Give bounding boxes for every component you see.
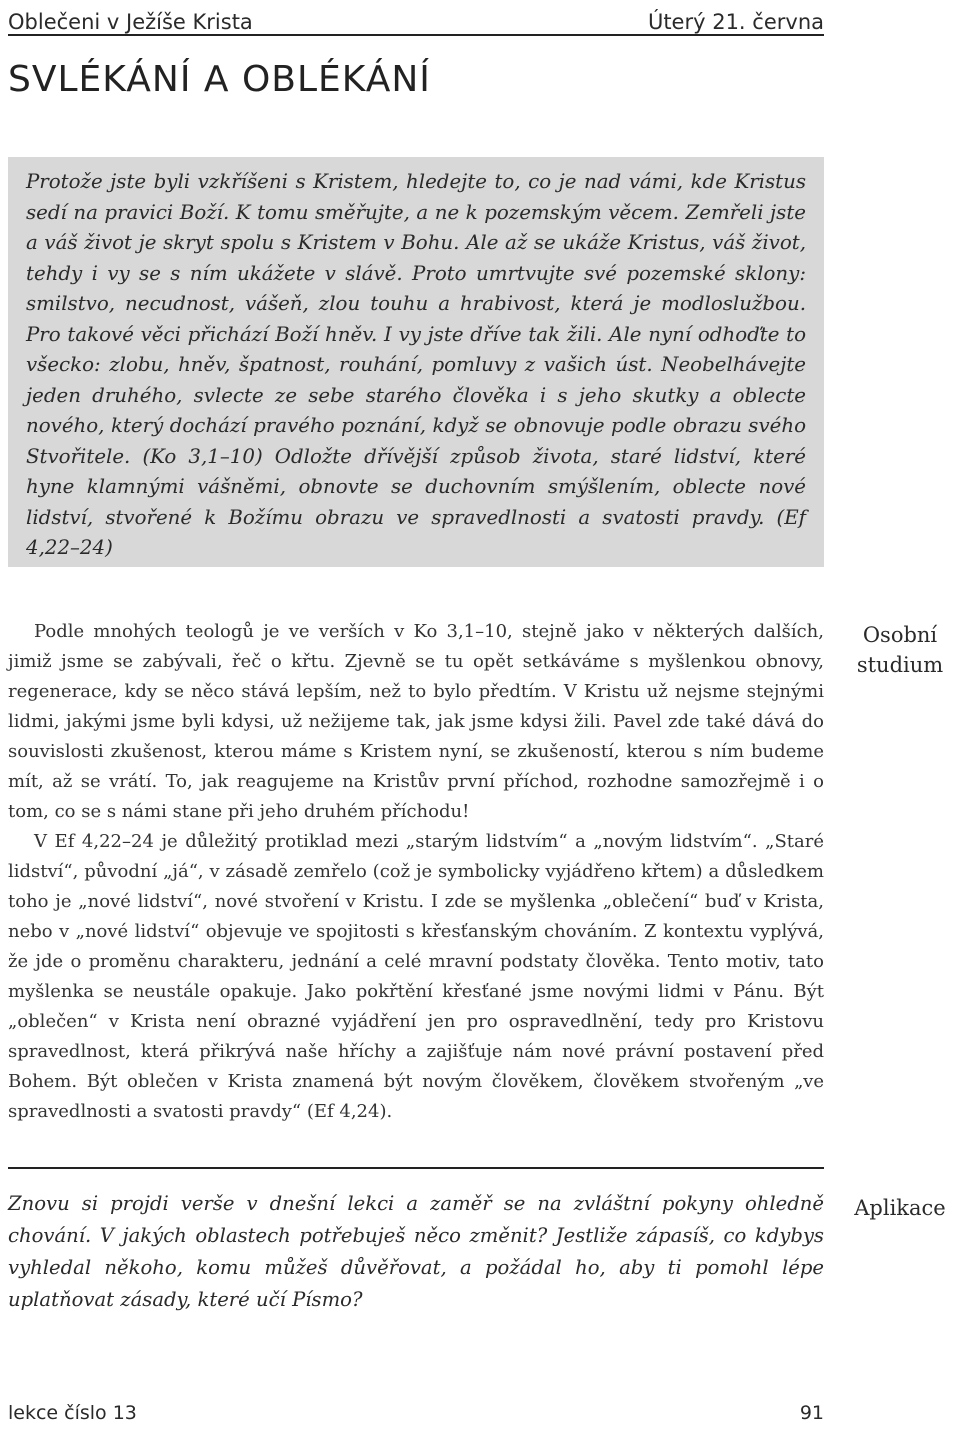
lesson-number: lekce číslo 13 [8, 1402, 137, 1424]
page-number: 91 [799, 1402, 824, 1424]
study-paragraph: V Ef 4,22–24 je důležitý protiklad mezi „starým lidstvím“ a „novým lidstvím“. „Staré lidství“, původní „já“, v zásadě zemřelo (což je symbolicky vyjádřeno křtem) a důsledkem toho je „nové lidství“, nové stvoření v Kristu. I zde se myšlenka „oblečení“ buď v Krista, nebo v „nové lidství“ objevuje ve spojitosti s křesťanským chováním. Z kontextu vyplývá, že jde o proměnu charakteru, jednání a celé mravní podstaty člověka. Tento motiv, tato myšlenka se neustále opakuje. Jako pokřtění křesťané jsme novými lidmi v Pánu. Být „oblečen“ v Krista není obrazné vyjádření jen pro ospravedlnění, tedy pro Kristovu spravedlnost, která přikrývá naše hříchy a zajišťuje nám nové právní postavení před Bohem. Být oblečen v Krista znamená být novým člověkem, člověkem stvořeným „ve spravedlnosti a svatosti pravdy“ (Ef 4,24). [8, 831, 824, 1122]
header-divider [8, 34, 824, 36]
header-date: Úterý 21. června [647, 10, 824, 34]
bible-verse-text: Protože jste byli vzkříšeni s Kristem, hledejte to, co je nad vámi, kde Kristus sedí na pravici Boží. K tomu směřujte, a ne k pozemským věcem. Zemřeli jste a váš život je skryt spolu s Kristem v Bohu. Ale až se ukáže Kristus, váš život, tehdy i vy se s ním ukážete v slávě. Proto umrtvujte své pozemské sklony: smilstvo, necudnost, vášeň, zlou touhu a hrabivost, která je modloslužbou. Pro takové věci přichází Boží hněv. I vy jste dříve tak žili. Ale nyní odhoďte to všecko: zlobu, hněv, špatnost, rouhání, pomluvy z vašich úst. Neobelhávejte jeden druhého, svlecte ze sebe starého člověka i s jeho skutky a oblecte nového, který dochází pravého poznání, když se obnovuje podle obrazu svého Stvořitele. (Ko 3,1–10) Odložte dřívější způsob života, staré lidství, které hyne klamnými vášněmi, obnovte se duchovním smýšlením, oblecte nové lidství, stvořené k Božímu obrazu ve spravedlnosti a svatosti pravdy. (Ef 4,22–24) [26, 170, 806, 559]
page-footer [8, 1402, 824, 1424]
study-paragraph: Podle mnohých teologů je ve verších v Ko 3,1–10, stejně jako v některých dalších, jimiž jsme se zabývali, řeč o křtu. Zjevně se tu opět setkáváme s myšlenkou obnovy, regenerace, kdy se něco stává lepším, než to bylo předtím. V Kristu už nejsme stejnými lidmi, jakými jsme byli kdysi, už nežijeme tak, jak jsme kdysi žili. Pavel zde také dává do souvislosti zkušenost, kterou máme s Kristem nyní, se zkušeností, kterou s ním budeme mít, až se vrátí. To, jak reagujeme na Kristův první příchod, rozhodne samozřejmě i o tom, co se s námi stane při jeho druhém příchodu! [8, 621, 824, 822]
header-book-title: Oblečeni v Ježíše Krista [8, 10, 253, 34]
application-label: Aplikace [854, 1196, 946, 1220]
personal-study-section [8, 617, 824, 1127]
bible-verse-box [8, 157, 824, 567]
running-header [8, 0, 824, 34]
application-text: Znovu si projdi verše v dnešní lekci a zaměř se na zvláštní pokyny ohledně chování. V jakých oblastech potřebuješ něco změnit? Jestliže zápasíš, co kdybys vyhledal někoho, komu můžeš důvěřovat, a požádal ho, aby ti pomohl lépe uplatňovat zásady, které učí Písmo? [8, 1192, 824, 1311]
lesson-title: SVLÉKÁNÍ A OBLÉKÁNÍ [8, 59, 431, 100]
personal-study-label: Osobní studium [856, 623, 944, 677]
application-section [8, 1188, 824, 1316]
section-divider [8, 1167, 824, 1169]
